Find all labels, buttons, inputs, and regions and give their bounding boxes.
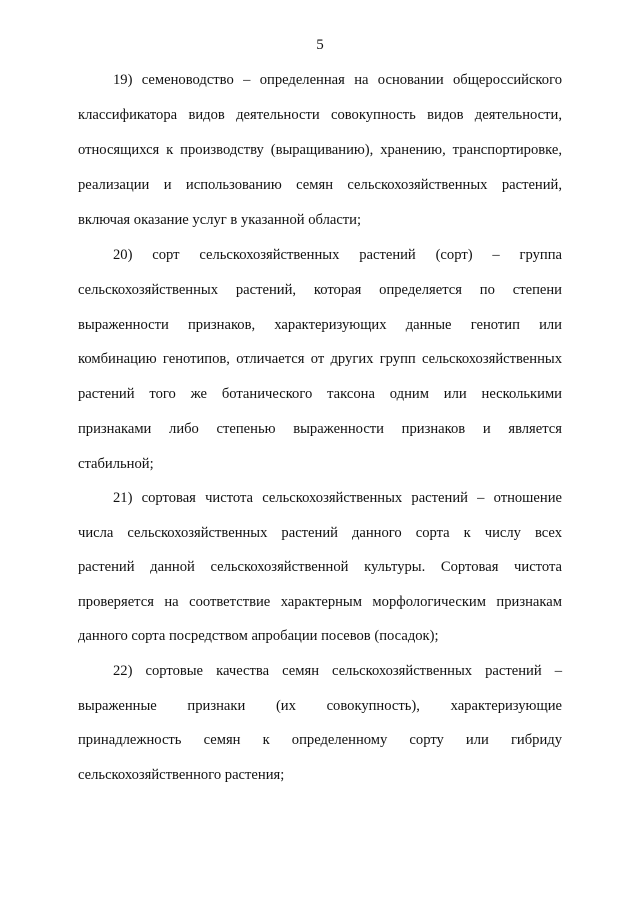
- page-number: 5: [316, 37, 324, 53]
- paragraph-line: принадлежность семян к определенному сорту или гибриду: [78, 732, 562, 748]
- paragraph-line: 20) сорт сельскохозяйственных растений (сорт) – группа: [113, 247, 562, 263]
- paragraph-line: 21) сортовая чистота сельскохозяйственных растений – отношение: [113, 490, 562, 506]
- paragraph-line: 22) сортовые качества семян сельскохозяйственных растений –: [113, 663, 562, 679]
- paragraph-line: данного сорта посредством апробации посевов (посадок);: [78, 628, 439, 644]
- paragraph-line: растений того же ботанического таксона одним или несколькими: [78, 386, 562, 402]
- paragraph-line: 19) семеноводство – определенная на основании общероссийского: [113, 72, 562, 88]
- paragraph-line: комбинацию генотипов, отличается от других групп сельскохозяйственных: [78, 351, 562, 367]
- paragraph-line: стабильной;: [78, 456, 154, 472]
- paragraph-line: признаками либо степенью выраженности признаков и является: [78, 421, 562, 437]
- paragraph-line: проверяется на соответствие характерным морфологическим признакам: [78, 594, 562, 610]
- paragraph-line: классификатора видов деятельности совокупность видов деятельности,: [78, 107, 562, 123]
- paragraph-line: включая оказание услуг в указанной области;: [78, 212, 362, 228]
- paragraph-line: растений данной сельскохозяйственной культуры. Сортовая чистота: [78, 559, 562, 575]
- paragraph-line: выраженные признаки (их совокупность), характеризующие: [78, 698, 562, 714]
- paragraph-line: реализации и использованию семян сельскохозяйственных растений,: [78, 177, 562, 193]
- paragraph-line: относящихся к производству (выращиванию), хранению, транспортировке,: [78, 142, 562, 158]
- paragraph-line: выраженности признаков, характеризующих данные генотип или: [78, 317, 562, 333]
- paragraph-line: числа сельскохозяйственных растений данного сорта к числу всех: [78, 525, 562, 541]
- paragraph-line: сельскохозяйственных растений, которая определяется по степени: [78, 282, 562, 298]
- paragraph-line: сельскохозяйственного растения;: [78, 767, 285, 783]
